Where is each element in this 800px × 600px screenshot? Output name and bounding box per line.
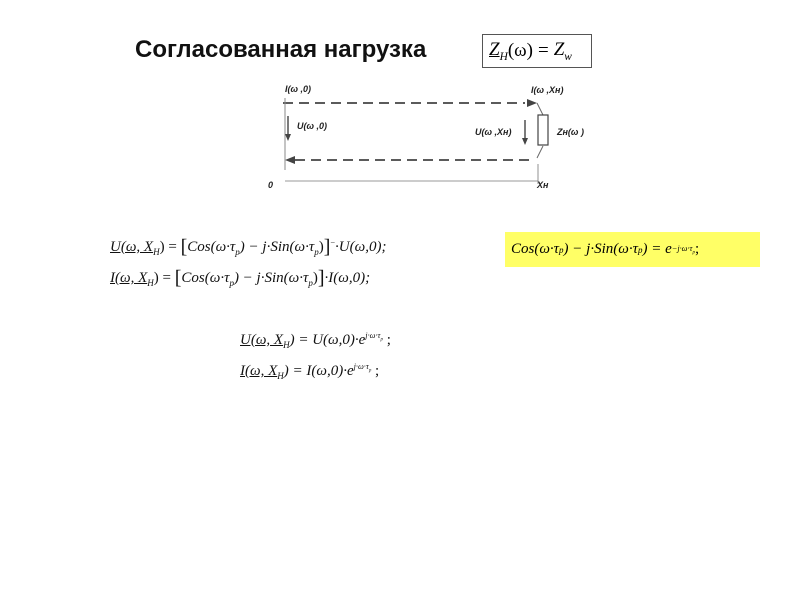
euler-identity-highlight: Cos(ω·τ p ) − j·Sin(ω·τ p ) = e $-j\cdot\omega\cdot\tau_p$ ; xyxy=(505,232,760,267)
voltage-result-equation: U(ω, $X_Н) = U(\omega,0)\cdot e^{j\cdot\omega\cdot\tau_p}$ ; xyxy=(240,331,391,350)
origin-label: 0 xyxy=(268,180,274,190)
input-current-label: I(ω ,0) xyxy=(285,84,312,94)
output-voltage-label: U(ω ,Xн) xyxy=(475,127,512,137)
voltage-general-equation: U(ω, $X_Н) = [Cos(\omega\cdot\tau_p) - j\cdot Sin(\omega\cdot\tau_p)]^-\cdot U(\omega,0)$; xyxy=(110,236,387,258)
slide-title: Согласованная нагрузка xyxy=(135,36,427,63)
current-general-equation: I(ω, $X_Н) = [Cos(\omega\cdot\tau_p) - j\cdot Sin(\omega\cdot\tau_p)]\cdot I(\omega,0)$; xyxy=(110,267,371,289)
matched-load-equation-box xyxy=(482,34,592,68)
transmission-line-diagram xyxy=(255,78,615,198)
load-resistor xyxy=(538,115,548,145)
output-current-label: I(ω ,Xн) xyxy=(531,85,564,95)
output-voltage-arrow-head xyxy=(522,138,528,145)
line-length-label: Xн xyxy=(537,180,549,190)
load-impedance-label: Zн(ω ) xyxy=(557,127,584,137)
equals-sign: = xyxy=(537,40,549,61)
load-top-wire xyxy=(537,103,543,115)
frequency-argument: (ω) xyxy=(507,40,533,61)
input-voltage-arrow-head xyxy=(285,134,291,141)
current-result-equation: I(ω, $X_Н) = I(\omega,0)\cdot e^{j\cdot\omega\cdot\tau_p}$ ; xyxy=(240,362,380,381)
return-wave-arrow xyxy=(285,156,295,164)
load-impedance-symbol: $Z_Н$ xyxy=(489,39,508,63)
forward-wave-arrow xyxy=(527,99,537,107)
input-voltage-label: U(ω ,0) xyxy=(297,121,328,131)
load-bottom-wire xyxy=(537,146,543,158)
wave-impedance-symbol: $Z_w$ xyxy=(553,39,572,63)
